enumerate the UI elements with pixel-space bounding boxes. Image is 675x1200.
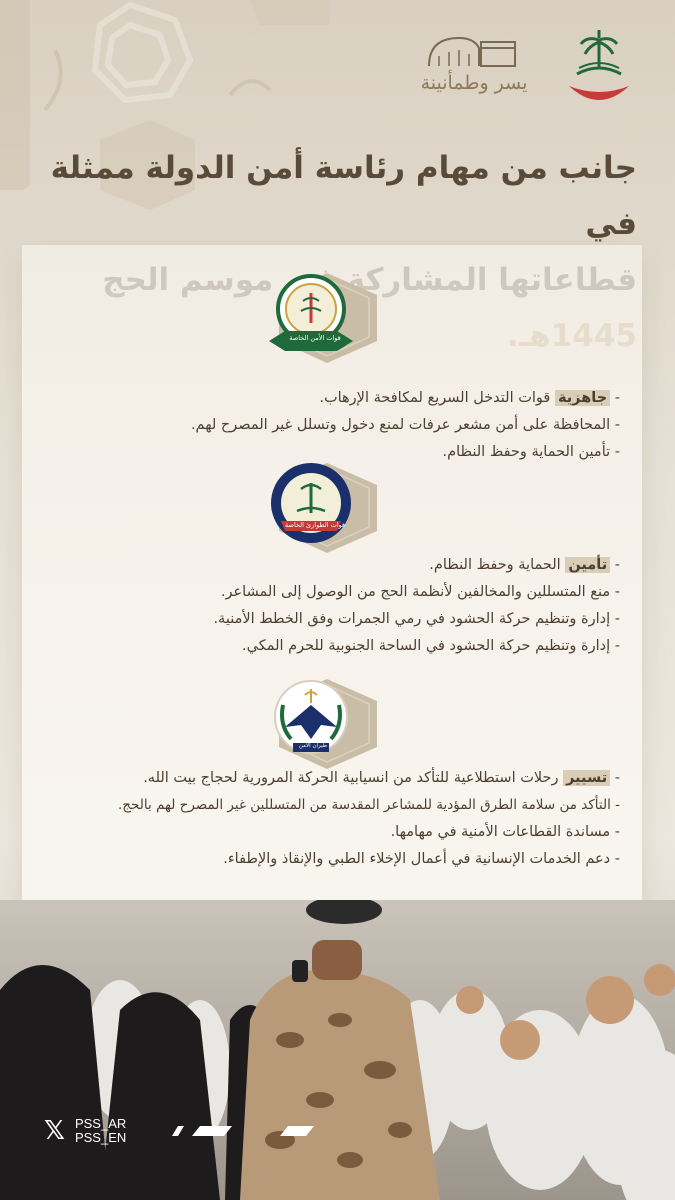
emblem-2-caption: قوات الطوارئ الخاصة	[285, 521, 345, 529]
list-item-text: منع المتسللين والمخالفين لأنظمة الحج من الوصول إلى المشاعر.	[220, 584, 611, 600]
list-item: - إدارة وتنظيم حركة الحشود في الساحة الجنوبية للحرم المكي.	[242, 638, 620, 654]
content-card	[22, 245, 642, 940]
list-item-text: دعم الخدمات الإنسانية في أعمال الإخلاء الطبي والإنقاذ والإطفاء.	[223, 851, 611, 867]
handle-ar[interactable]: PSS_AR	[74, 1116, 127, 1131]
security-aviation-emblem-icon	[265, 675, 361, 765]
list-item: - تأمين الحماية وحفظ النظام.	[429, 557, 620, 573]
list-item: - إدارة وتنظيم حركة الحشود في رمي الجمرات وفق الخطط الأمنية.	[213, 611, 620, 627]
list-item: - التأكد من سلامة الطرق المؤدية للمشاعر المقدسة من المتسللين غير المصرح لهم بالحج.	[118, 797, 620, 813]
list-item-text: رحلات استطلاعية للتأكد من انسيابية الحركة المرورية لحجاج بيت الله.	[143, 770, 564, 786]
list-item-text: قوات التدخل السريع لمكافحة الإرهاب.	[319, 390, 555, 406]
list-item: - منع المتسللين والمخالفين لأنظمة الحج من الوصول إلى المشاعر.	[220, 584, 620, 600]
x-logo-icon[interactable]: 𝕏	[44, 1116, 65, 1146]
title-line-1: جانب من مهام رئاسة أمن الدولة ممثلة في	[50, 150, 637, 242]
yusr-wa-tumaninah-logo	[419, 28, 529, 94]
state-security-emblem	[563, 28, 635, 108]
social-handles	[44, 1116, 126, 1146]
list-item-text: التأكد من سلامة الطرق المؤدية للمشاعر المقدسة من المتسللين غير المصرح لهم بالحج.	[118, 797, 611, 813]
emblem-security-aviation	[267, 673, 387, 773]
list-item-text: إدارة وتنظيم حركة الحشود في رمي الجمرات وفق الخطط الأمنية.	[213, 611, 611, 627]
list-item: - المحافظة على أمن مشعر عرفات لمنع دخول وتسلل غير المصرح لهم.	[190, 417, 620, 433]
list-item-text: تأمين الحماية وحفظ النظام.	[442, 444, 611, 460]
list-item: - مساندة القطاعات الأمنية في مهامها.	[390, 824, 620, 840]
handle-list	[75, 1117, 126, 1145]
emergency-special-forces-emblem-icon	[265, 455, 361, 551]
handle-en[interactable]: PSS_EN	[74, 1130, 127, 1145]
section-3-lines	[40, 765, 620, 873]
emblem-special-security-forces	[267, 267, 387, 367]
list-item-highlight: تسيير	[563, 770, 610, 786]
list-item-text: الحماية وحفظ النظام.	[429, 557, 566, 573]
list-item: - تسيير رحلات استطلاعية للتأكد من انسيابية الحركة المرورية لحجاج بيت الله.	[143, 770, 620, 786]
section-2-lines	[40, 552, 620, 660]
list-item-text: المحافظة على أمن مشعر عرفات لمنع دخول وتسلل غير المصرح لهم.	[190, 417, 611, 433]
list-item: - جاهزية قوات التدخل السريع لمكافحة الإرهاب.	[319, 390, 620, 406]
special-security-forces-emblem-icon	[265, 271, 361, 361]
palm-swords-emblem-icon	[563, 28, 635, 108]
list-item-highlight: جاهزية	[555, 390, 610, 406]
list-item-text: مساندة القطاعات الأمنية في مهامها.	[390, 824, 611, 840]
emblem-emergency-special-forces	[267, 457, 387, 557]
list-item: - تأمين الحماية وحفظ النظام.	[442, 444, 620, 460]
crowd-photo	[0, 900, 675, 1200]
header-logos	[419, 28, 635, 108]
decorative-dashes-icon	[168, 1124, 318, 1138]
emblem-3-caption: طيران الأمن	[298, 743, 328, 749]
list-item-text: إدارة وتنظيم حركة الحشود في الساحة الجنوبية للحرم المكي.	[242, 638, 611, 654]
emblem-1-caption: قوات الأمن الخاصة	[289, 334, 341, 342]
list-item-highlight: تأمين	[565, 557, 610, 573]
yusr-logo-caption: يسر وطمأنينة	[420, 72, 528, 94]
yusr-logo-mark-icon	[419, 28, 529, 108]
list-item: - دعم الخدمات الإنسانية في أعمال الإخلاء الطبي والإنقاذ والإطفاء.	[223, 851, 620, 867]
section-1-lines	[40, 385, 620, 466]
